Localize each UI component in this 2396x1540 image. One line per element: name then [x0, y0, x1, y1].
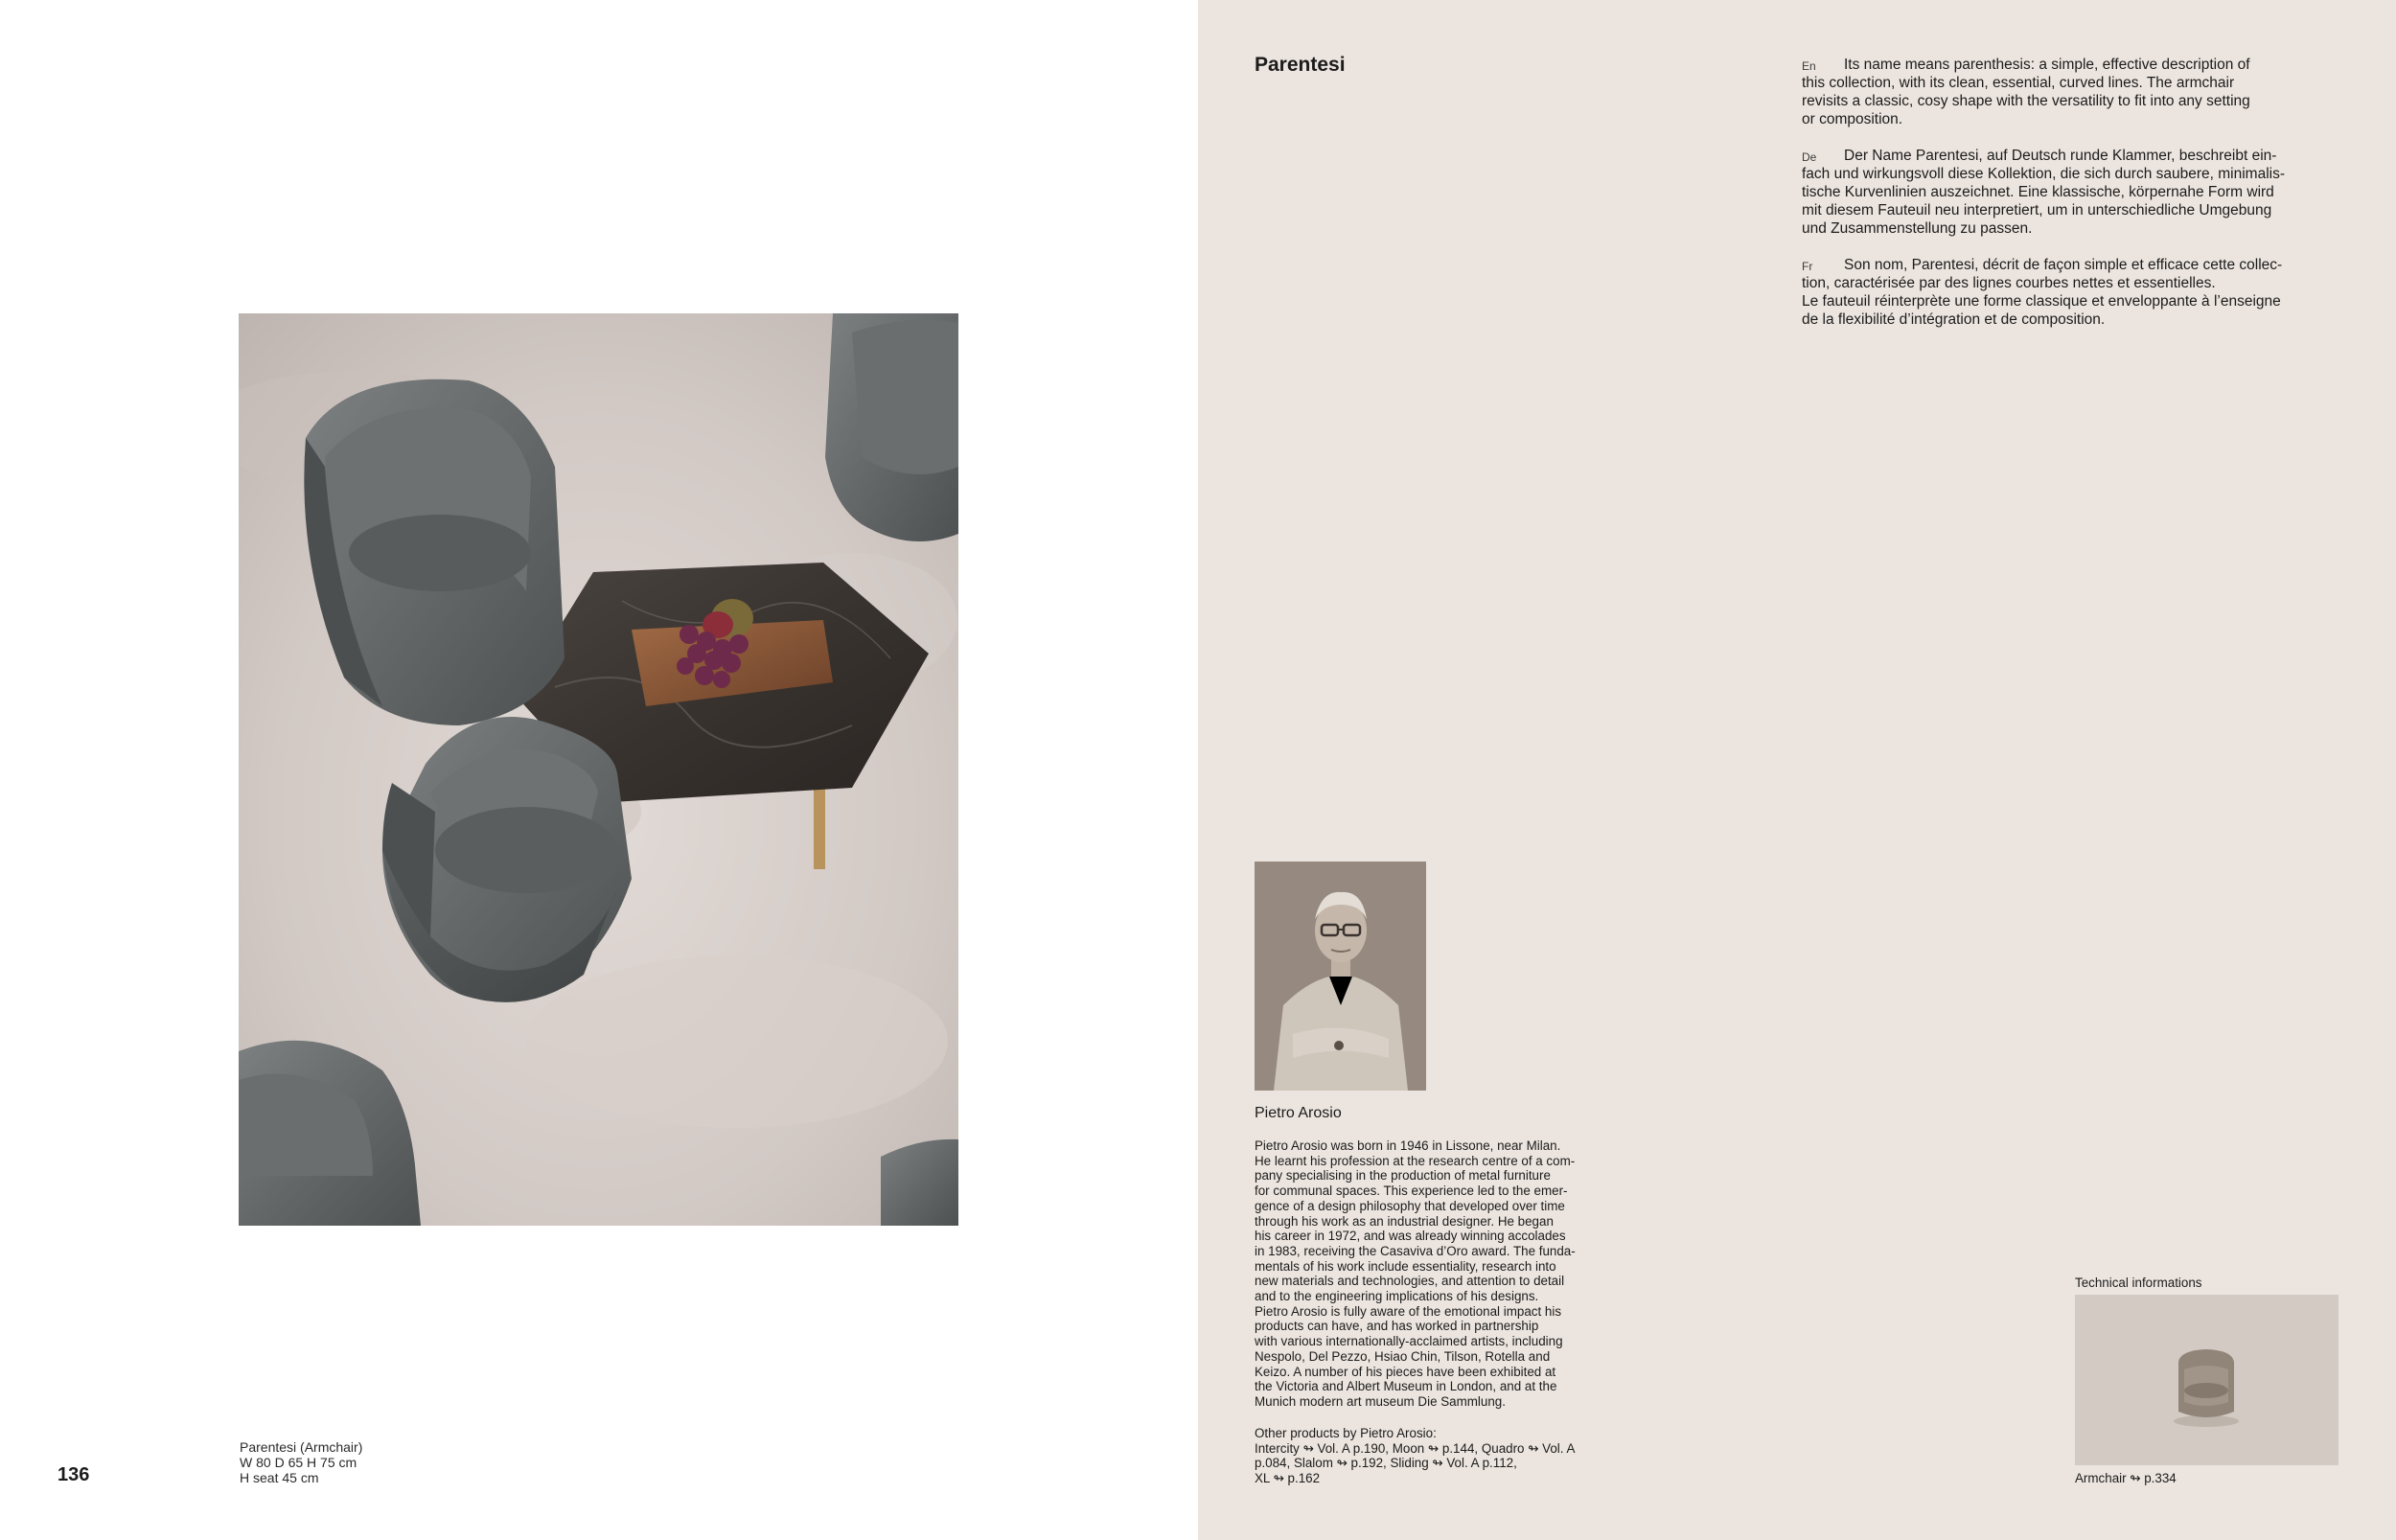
description-line: this collection, with its clean, essential, curved lines. The armchair — [1802, 75, 2235, 91]
collection-title: Parentesi — [1255, 54, 1346, 76]
product-caption — [240, 1439, 362, 1485]
description-line: Its name means parenthesis: a simple, effective description of — [1844, 57, 2250, 73]
bio-line: He learnt his profession at the research centre of a com- — [1255, 1153, 1576, 1168]
designer-portrait — [1255, 862, 1426, 1091]
bio-line: for communal spaces. This experience led to the emer- — [1255, 1184, 1568, 1199]
description-line: Le fauteuil réinterprète une forme classique et enveloppante à l’enseigne — [1802, 293, 2281, 310]
product-photo-illustration — [239, 313, 958, 1226]
other-products-line: XL ↬ p.162 — [1255, 1471, 1321, 1486]
caption-dimensions: W 80 D 65 H 75 cm — [240, 1455, 357, 1470]
bio-line: new materials and technologies, and attention to detail — [1255, 1274, 1565, 1289]
language-label: En — [1802, 59, 1816, 73]
caption-product-name: Parentesi (Armchair) — [240, 1439, 363, 1455]
bio-line: gence of a design philosophy that developed over time — [1255, 1198, 1565, 1213]
bio-line: products can have, and has worked in partnership — [1255, 1319, 1539, 1334]
armchair-page-link[interactable]: Armchair ↬ p.334 — [2075, 1471, 2177, 1485]
multilingual-description — [1802, 56, 2338, 347]
other-products-line: p.084, Slalom ↬ p.192, Sliding ↬ Vol. A p.112, — [1255, 1456, 1517, 1471]
other-products-line: Intercity ↬ Vol. A p.190, Moon ↬ p.144, Quadro ↬ Vol. A — [1255, 1440, 1576, 1456]
bio-line: Keizo. A number of his pieces have been exhibited at — [1255, 1364, 1556, 1379]
bio-line: Nespolo, Del Pezzo, Hsiao Chin, Tilson, Rotella and — [1255, 1348, 1551, 1364]
description-line: tische Kurvenlinien auszeichnet. Eine klassische, körpernahe Form wird — [1802, 184, 2274, 200]
bio-line: the Victoria and Albert Museum in London, and at the — [1255, 1379, 1557, 1394]
bio-line: mentals of his work include essentiality, research into — [1255, 1258, 1556, 1274]
armchair-thumbnail-icon — [2075, 1295, 2338, 1465]
bio-line: in 1983, receiving the Casaviva d’Oro award. The funda- — [1255, 1243, 1576, 1258]
description-line: or composition. — [1802, 111, 1903, 127]
page-number: 136 — [58, 1464, 90, 1485]
description-line: de la flexibilité d’intégration et de composition. — [1802, 311, 2106, 328]
description-french — [1802, 256, 2338, 329]
description-line: Der Name Parentesi, auf Deutsch runde Klammer, beschreibt ein- — [1844, 148, 2277, 164]
language-label: Fr — [1802, 260, 1813, 273]
description-line: revisits a classic, cosy shape with the versatility to fit into any setting — [1802, 93, 2250, 109]
description-line: Son nom, Parentesi, décrit de façon simple et efficace cette collec- — [1844, 257, 2283, 273]
designer-bio — [1255, 1138, 1657, 1410]
bio-line: Pietro Arosio is fully aware of the emotional impact his — [1255, 1303, 1562, 1319]
bio-line: his career in 1972, and was already winning accolades — [1255, 1229, 1566, 1244]
technical-info-label: Technical informations — [2075, 1276, 2202, 1290]
bio-line: through his work as an industrial designer. He began — [1255, 1213, 1554, 1229]
bio-line: with various internationally-acclaimed artists, including — [1255, 1334, 1563, 1349]
description-line: mit diesem Fauteuil neu interpretiert, um in unterschiedliche Umgebung — [1802, 202, 2272, 218]
bio-line: pany specialising in the production of metal furniture — [1255, 1168, 1551, 1184]
other-products — [1255, 1426, 1667, 1486]
bio-line: Pietro Arosio was born in 1946 in Lissone, near Milan. — [1255, 1138, 1561, 1153]
bio-line: Munich modern art museum Die Sammlung. — [1255, 1393, 1506, 1409]
description-german — [1802, 147, 2338, 238]
portrait-illustration — [1255, 862, 1426, 1091]
description-line: tion, caractérisée par des lignes courbes nettes et essentielles. — [1802, 275, 2216, 291]
language-label: De — [1802, 150, 1817, 164]
technical-armchair-thumbnail — [2075, 1295, 2338, 1465]
other-products-heading: Other products by Pietro Arosio: — [1255, 1426, 1437, 1440]
description-line: fach und wirkungsvoll diese Kollektion, die sich durch saubere, minimalis- — [1802, 166, 2285, 182]
description-line: und Zusammenstellung zu passen. — [1802, 220, 2033, 237]
bio-line: and to the engineering implications of his designs. — [1255, 1289, 1539, 1304]
caption-seat-height: H seat 45 cm — [240, 1470, 319, 1485]
designer-name: Pietro Arosio — [1255, 1105, 1342, 1121]
product-photo — [239, 313, 958, 1226]
description-english — [1802, 56, 2338, 128]
